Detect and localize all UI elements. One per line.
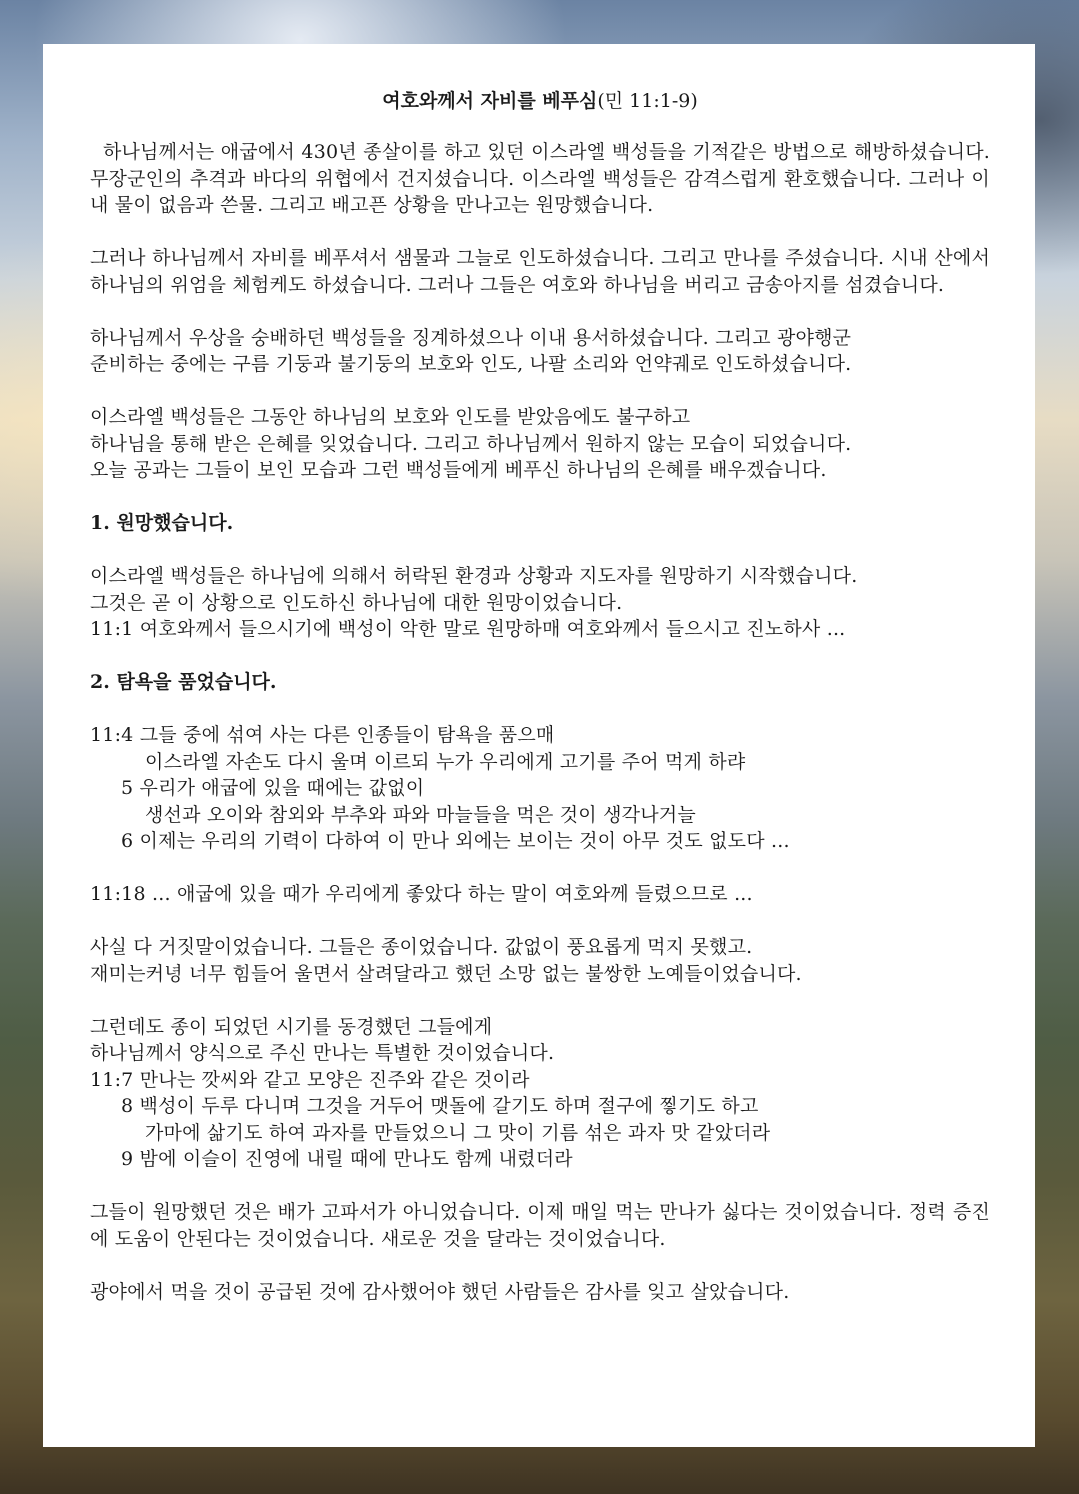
paragraph-4-line: 하나님을 통해 받은 은혜를 잊었습니다. 그리고 하나님께서 원하지 않는 모습이 되었습니다.: [90, 432, 852, 455]
paragraph-3-line: 준비하는 중에는 구름 기둥과 불기둥의 보호와 인도, 나팔 소리와 언약궤로 인도하셨습니다.: [90, 353, 852, 375]
paragraph-line: 재미는커녕 너무 힘들어 울면서 살려달라고 했던 소망 없는 불쌍한 노예들이었습니다.: [90, 962, 802, 985]
page-title: [90, 88, 990, 114]
title-main: 여호와께서 자비를 베푸심: [382, 90, 598, 112]
verse-line: 생선과 오이와 참외와 부추와 파와 마늘들을 먹은 것이 생각나거늘: [145, 803, 696, 826]
intro-text: 하나님께서는 애굽에서 430년 종살이를 하고 있던 이스라엘 백성들을 기적같은 방법으로 해방하셨습니다. 무장군인의 추격과 바다의 위협에서 건지셨습니다. 이스라엘 백성들은 감격스럽게 환호했습니다. 그러나 이내 물이 없음과 쓴물. 그리고 배고픈 상황을 만나고는 원망했습니다.: [90, 141, 997, 216]
verse-line: 9 밤에 이슬이 진영에 내릴 때에 만나도 함께 내렸더라: [121, 1148, 573, 1170]
section-1-line: 그것은 곧 이 상황으로 인도하신 하나님에 대한 원망이었습니다.: [90, 591, 623, 614]
paragraph-line: 그런데도 종이 되었던 시기를 동경했던 그들에게: [90, 1015, 493, 1038]
verse-line: 11:18 ... 애굽에 있을 때가 우리에게 좋았다 하는 말이 여호와께 들렸으므로 ...: [90, 883, 753, 905]
section-2-heading: 2. 탐욕을 품었습니다.: [90, 671, 277, 693]
verse-line: 8 백성이 두루 다니며 그것을 거두어 맷돌에 갈기도 하며 절구에 찧기도 하고: [121, 1095, 759, 1117]
verse-line: 11:4 그들 중에 섞여 사는 다른 인종들이 탐욕을 품으매: [90, 724, 555, 746]
paragraph-text: 그들이 원망했던 것은 배가 고파서가 아니었습니다. 이제 매일 먹는 만나가 싫다는 것이었습니다. 정력 증진에 도움이 안된다는 것이었습니다. 새로운 것을 달라는 것이었습니다.: [90, 1201, 990, 1250]
paragraph-4-line: 이스라엘 백성들은 그동안 하나님의 보호와 인도를 받았음에도 불구하고: [90, 406, 691, 428]
paragraph-2: [90, 245, 990, 298]
section-2-paragraph-a: [90, 934, 990, 987]
verse-line: 6 이제는 우리의 기력이 다하여 이 만나 외에는 보이는 것이 아무 것도 없도다 ...: [121, 830, 790, 852]
section-2-verses: [90, 722, 990, 855]
paragraph-3: [90, 325, 990, 378]
section-2-paragraph-d: [90, 1279, 990, 1306]
section-1-line: 이스라엘 백성들은 하나님에 의해서 허락된 환경과 상황과 지도자를 원망하기 시작했습니다.: [90, 565, 858, 587]
section-1-verse: 11:1 여호와께서 들으시기에 백성이 악한 말로 원망하매 여호와께서 들으시고 진노하사 ...: [90, 618, 846, 640]
document-page: [43, 44, 1035, 1447]
paragraph-4: [90, 404, 990, 484]
verse-18: [90, 881, 990, 908]
paragraph-2-text: 그러나 하나님께서 자비를 베푸셔서 샘물과 그늘로 인도하셨습니다. 그리고 만나를 주셨습니다. 시내 산에서 하나님의 위엄을 체험케도 하셨습니다. 그러나 그들은 여호와 하나님을 버리고 금송아지를 섬겼습니다.: [90, 247, 990, 296]
section-1-body: [90, 563, 990, 643]
verse-line: 가마에 삶기도 하여 과자를 만들었으니 그 맛이 기름 섞은 과자 맛 같았더라: [145, 1121, 771, 1144]
section-2-paragraph-b: [90, 1014, 990, 1173]
verse-line: 이스라엘 자손도 다시 울며 이르되 누가 우리에게 고기를 주어 먹게 하랴: [145, 750, 746, 773]
paragraph-3-line: 하나님께서 우상을 숭배하던 백성들을 징계하셨으나 이내 용서하셨습니다. 그리고 광야행군: [90, 326, 852, 349]
intro-paragraph: [90, 139, 997, 219]
title-reference: (민 11:1-9): [597, 90, 698, 112]
section-1-heading: 1. 원망했습니다.: [90, 512, 234, 534]
verse-line: 5 우리가 애굽에 있을 때에는 값없이: [121, 777, 425, 799]
paragraph-4-line: 오늘 공과는 그들이 보인 모습과 그런 백성들에게 베푸신 하나님의 은혜를 배우겠습니다.: [90, 459, 827, 481]
verse-line: 11:7 만나는 깟씨와 같고 모양은 진주와 같은 것이라: [90, 1068, 530, 1091]
document-body: [90, 88, 997, 1305]
section-2-paragraph-c: [90, 1199, 990, 1252]
paragraph-line: 사실 다 거짓말이었습니다. 그들은 종이었습니다. 값없이 풍요롭게 먹지 못했고.: [90, 936, 753, 958]
paragraph-line: 광야에서 먹을 것이 공급된 것에 감사했어야 했던 사람들은 감사를 잊고 살았습니다.: [90, 1280, 790, 1303]
paragraph-line: 하나님께서 양식으로 주신 만나는 특별한 것이었습니다.: [90, 1042, 555, 1064]
